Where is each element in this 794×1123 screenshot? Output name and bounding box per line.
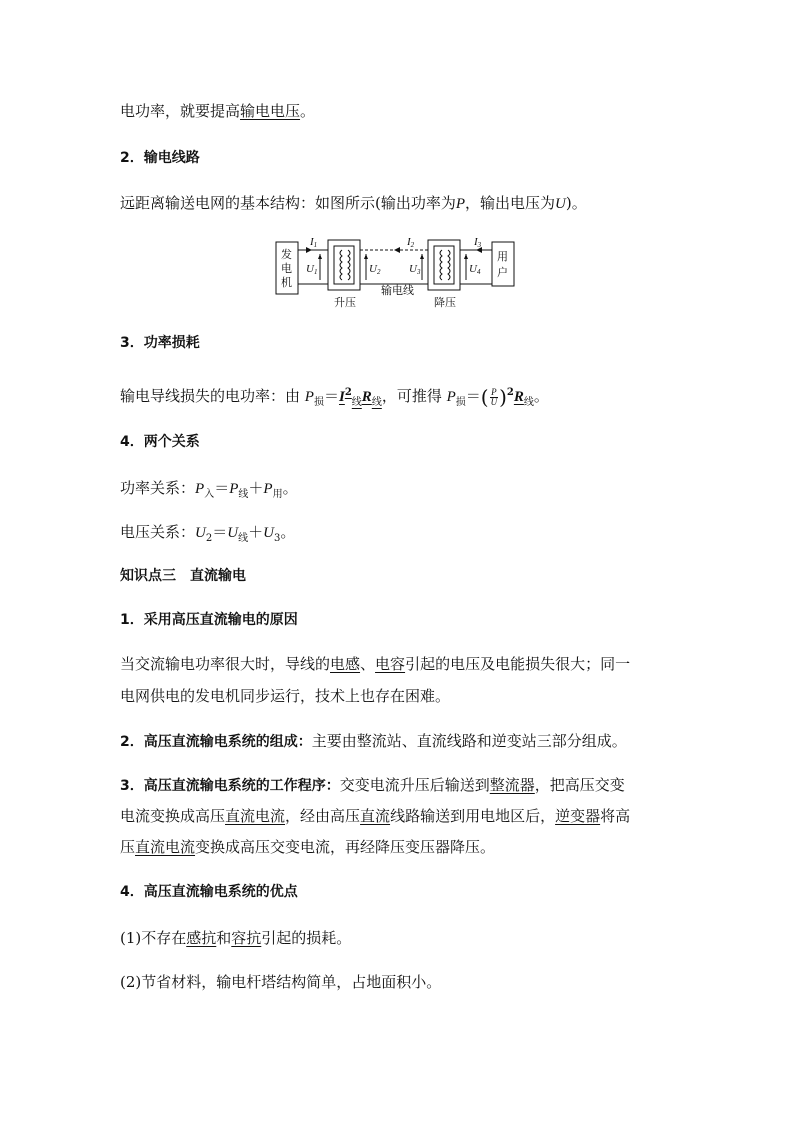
svg-text:户: 户 [497, 267, 508, 279]
generator-label-1: 发 [281, 249, 292, 261]
power-relation: 功率关系：$P_入=P_线+P_用$。 [120, 479, 298, 500]
text-line: 电功率，就要提高输电电压。 [120, 102, 316, 120]
label-U3: U3 [409, 263, 421, 276]
text-line: 2．高压直流输电系统的组成：主要由整流站、直流线路和逆变站三部分组成。 [120, 732, 627, 750]
transmission-diagram [270, 232, 520, 312]
label-I1: I1 [310, 236, 318, 249]
label-I2: I2 [407, 236, 415, 249]
section-heading: 3．功率损耗 [120, 335, 200, 351]
text-line: 电流变换成高压直流电流，经由高压直流线路输送到用电地区后，逆变器将高 [120, 807, 631, 825]
loss-formula-line: 输电导线损失的电功率：由 $P_损=I^2_线R_线$，可推得 $P_损=$( $\frac{P}{U}$ )$^2R_线$。 [120, 385, 549, 409]
section-heading: 4．两个关系 [120, 434, 200, 450]
label-line: 输电线 [381, 285, 414, 297]
label-step-down: 降压 [434, 297, 456, 309]
knowledge-point-title: 知识点三 直流输电 [120, 568, 246, 584]
text-line: (2)节省材料，输电杆塔结构简单，占地面积小。 [120, 973, 442, 991]
label-I3: I3 [474, 236, 482, 249]
text-line: 压直流电流变换成高压交变电流，再经降压变压器降压。 [120, 838, 496, 856]
label-U1: U1 [306, 263, 318, 276]
section-heading: 4．高压直流输电系统的优点 [120, 884, 298, 900]
step-up-transformer [328, 240, 360, 290]
voltage-relation: 电压关系：$U_2=U_线+U_3$。 [120, 523, 296, 544]
text-line: 远距离输送电网的基本结构：如图所示(输出功率为P，输出电压为U)。 [120, 194, 587, 212]
section-heading: 2．输电线路 [120, 150, 200, 166]
svg-text:机: 机 [281, 277, 292, 289]
section-heading: 1．采用高压直流输电的原因 [120, 612, 298, 628]
label-step-up: 升压 [334, 297, 356, 309]
user-box [492, 242, 514, 286]
text-line: 当交流输电功率很大时，导线的电感、电容引起的电压及电能损失很大；同一 [120, 655, 631, 673]
text-line: (1)不存在感抗和容抗引起的损耗。 [120, 929, 352, 947]
svg-text:电: 电 [281, 263, 292, 275]
label-U4: U4 [469, 263, 481, 276]
text-line: 电网供电的发电机同步运行，技术上也存在困难。 [120, 687, 451, 705]
step-down-transformer [428, 240, 460, 290]
label-U2: U2 [369, 263, 381, 276]
svg-text:用: 用 [497, 251, 508, 263]
text-line: 3．高压直流输电系统的工作程序：交变电流升压后输送到整流器，把高压交变 [120, 776, 625, 794]
